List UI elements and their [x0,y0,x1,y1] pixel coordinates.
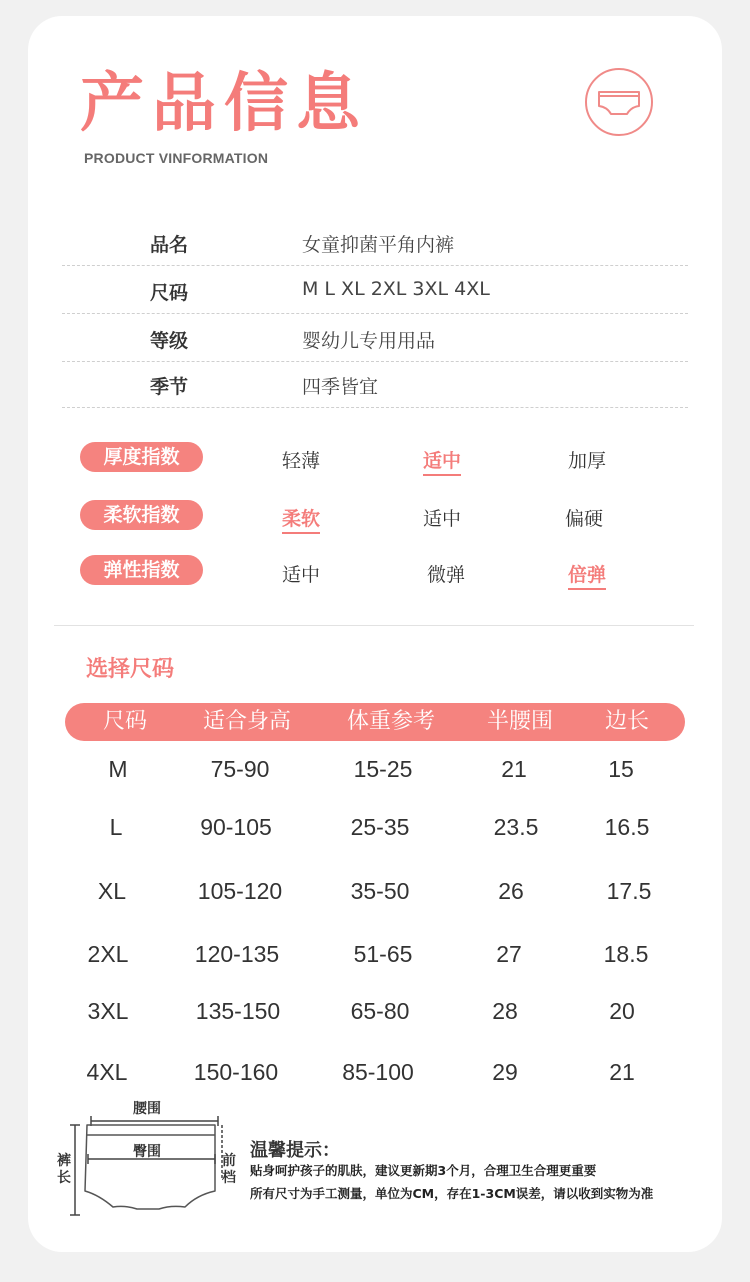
front-rise-label: 前档 [222,1153,236,1186]
table-cell: 15-25 [353,756,413,782]
table-cell: M [108,756,128,782]
elasticity-option[interactable]: 微弹 [427,564,466,586]
size-table-header [65,703,685,741]
table-cell: 25-35 [350,814,410,840]
table-cell: 21 [501,756,527,782]
thickness-option[interactable]: 轻薄 [282,450,321,472]
table-cell: 120-135 [194,941,280,967]
thickness-index-badge: 厚度指数 [80,442,203,472]
info-value: 婴幼儿专用用品 [302,330,436,352]
table-cell: 27 [496,941,522,967]
table-cell: 26 [498,878,524,904]
info-value: M L XL 2XL 3XL 4XL [302,278,490,300]
header-height: 适合身高 [202,709,292,734]
table-cell: L [109,814,123,840]
thickness-option-selected[interactable]: 适中 [423,446,461,476]
table-cell: 105-120 [197,878,283,904]
header-half-waist: 半腰围 [486,709,554,734]
hip-label: 臀围 [133,1144,161,1160]
softness-option-selected[interactable]: 柔软 [282,504,320,534]
waist-label: 腰围 [133,1101,161,1117]
table-cell: 29 [492,1059,518,1085]
table-cell: 17.5 [606,878,652,904]
underwear-icon [585,68,653,136]
header-weight: 体重参考 [346,709,436,734]
info-label: 季节 [150,376,189,398]
elasticity-option[interactable]: 适中 [282,564,321,586]
info-value: 女童抑菌平角内裤 [302,234,455,256]
table-cell: 15 [608,756,634,782]
elasticity-option-selected[interactable]: 倍弹 [568,560,606,590]
page-title: 产品信息 [80,67,368,141]
info-row-name [62,218,688,266]
tips-line: 所有尺寸为手工测量，单位为CM，存在1-3CM误差，请以收到实物为准 [250,1186,654,1201]
table-cell: 90-105 [200,814,272,840]
softness-option[interactable]: 偏硬 [565,508,604,530]
table-cell: 18.5 [603,941,649,967]
table-cell: 35-50 [350,878,410,904]
table-cell: 135-150 [195,998,281,1024]
table-cell: 51-65 [353,941,413,967]
thickness-option[interactable]: 加厚 [568,450,607,472]
table-cell: 21 [609,1059,635,1085]
measurement-diagram [55,1095,245,1225]
info-label: 尺码 [150,282,189,304]
info-value: 四季皆宜 [302,376,379,398]
info-label: 品名 [150,234,189,256]
section-divider [54,625,694,626]
tips-line: 贴身呵护孩子的肌肤，建议更新期3个月，合理卫生合理更重要 [250,1163,597,1178]
header-side-length: 边长 [604,709,650,734]
info-label: 等级 [150,330,189,352]
info-row-season [62,360,688,408]
page-subtitle: PRODUCT VINFORMATION [84,150,269,166]
length-label: 裤长 [57,1153,71,1186]
table-cell: 23.5 [493,814,539,840]
table-cell: 4XL [86,1059,128,1085]
size-section-title: 选择尺码 [86,657,175,682]
info-row-grade [62,314,688,362]
table-cell: 2XL [87,941,129,967]
table-cell: 75-90 [210,756,270,782]
elasticity-index-badge: 弹性指数 [80,555,203,585]
table-cell: 16.5 [604,814,650,840]
softness-index-badge: 柔软指数 [80,500,203,530]
table-cell: 150-160 [193,1059,279,1085]
table-cell: 3XL [87,998,129,1024]
table-cell: 20 [609,998,635,1024]
info-row-size [62,266,688,314]
table-cell: 85-100 [342,1059,414,1085]
header-size: 尺码 [102,709,148,734]
table-cell: 28 [492,998,518,1024]
table-cell: 65-80 [350,998,410,1024]
tips-title: 温馨提示： [250,1140,340,1161]
table-cell: XL [97,878,127,904]
softness-option[interactable]: 适中 [423,508,462,530]
